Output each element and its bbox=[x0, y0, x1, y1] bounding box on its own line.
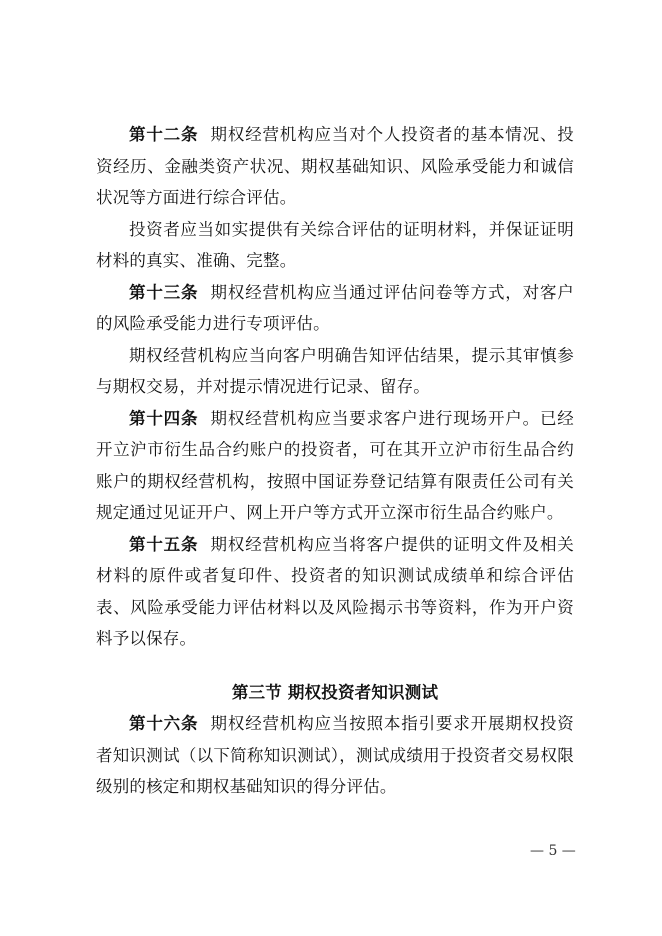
section-heading: 第三节 期权投资者知识测试 bbox=[231, 682, 439, 702]
article-14-label: 第十四条 bbox=[129, 408, 199, 428]
article-15-paragraph bbox=[96, 529, 574, 655]
article-14-text: 期权经营机构应当要求客户进行现场开户。已经开立沪市衍生品合约账户的投资者，可在其开立沪市衍生品合约账户的期权经营机构，按照中国证券登记结算有限责任公司有关规定通过见证开户、网上开户等方式开立深市衍生品合约账户。 bbox=[96, 408, 574, 522]
article-13-paragraph-2 bbox=[96, 340, 574, 403]
article-12-paragraph-2 bbox=[96, 214, 574, 277]
article-12-text: 期权经营机构应当对个人投资者的基本情况、投资经历、金融类资产状况、期权基础知识、风险承受能力和诚信状况等方面进行综合评估。 bbox=[96, 125, 574, 207]
page-number: — 5 — bbox=[530, 843, 576, 859]
article-15-text: 期权经营机构应当将客户提供的证明文件及相关材料的原件或者复印件、投资者的知识测试成绩单和综合评估表、风险承受能力评估材料以及风险揭示书等资料，作为开户资料予以保存。 bbox=[96, 534, 574, 648]
article-12-paragraph bbox=[96, 119, 574, 214]
article-16-paragraph bbox=[96, 708, 574, 803]
article-13-label: 第十三条 bbox=[129, 282, 199, 302]
article-13-text: 期权经营机构应当通过评估问卷等方式，对客户的风险承受能力进行专项评估。 bbox=[96, 282, 574, 333]
article-15-label: 第十五条 bbox=[129, 534, 199, 554]
article-16-text: 期权经营机构应当按照本指引要求开展期权投资者知识测试（以下简称知识测试），测试成绩用于投资者交易权限级别的核定和期权基础知识的得分评估。 bbox=[96, 714, 574, 796]
article-16-label: 第十六条 bbox=[129, 714, 199, 733]
article-13-paragraph bbox=[96, 277, 574, 340]
article-12-text-2: 投资者应当如实提供有关综合评估的证明材料，并保证证明材料的真实、准确、完整。 bbox=[96, 219, 574, 270]
article-12-label: 第十二条 bbox=[129, 125, 199, 144]
article-14-paragraph bbox=[96, 403, 574, 529]
document-body bbox=[96, 119, 574, 803]
article-13-text-2: 期权经营机构应当向客户明确告知评估结果，提示其审慎参与期权交易，并对提示情况进行记录、留存。 bbox=[96, 345, 574, 396]
